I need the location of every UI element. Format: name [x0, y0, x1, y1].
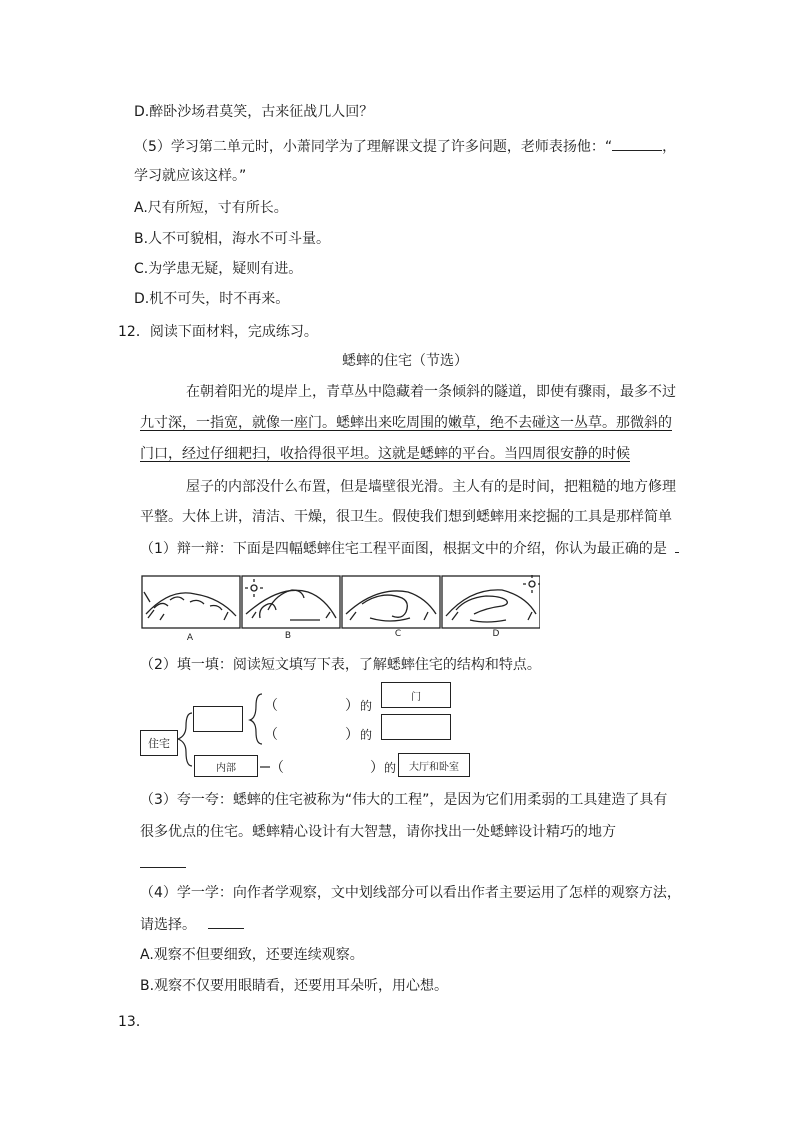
q11-5-option-c: C.为学患无疑，疑则有进。	[134, 261, 303, 277]
q12-4-stem-line2: 请选择。	[140, 914, 244, 935]
answer-blank[interactable]	[612, 136, 662, 151]
answer-blank[interactable]	[675, 538, 679, 553]
q12-stem: 12．阅读下面材料，完成练习。	[118, 324, 318, 340]
diagram-close-paren: ）	[345, 698, 359, 714]
q12-4-option-b: B.观察不仅要用眼睛看，还要用耳朵听，用心想。	[140, 978, 449, 994]
q11-5-stem-cont: 学习就应该这样。”	[134, 168, 247, 184]
cricket-house-plans-figure	[140, 574, 540, 644]
passage-p1-line2: 九寸深，一指宽，就像一座门。蟋蟀出来吃周围的嫩草，绝不去碰这一丛草。那微斜的	[140, 415, 672, 431]
q12-4-option-a: A.观察不但要细致，还要连续观察。	[140, 947, 364, 963]
q11-5-option-a: A.尺有所短，寸有所长。	[134, 200, 288, 216]
plan-label-b: B	[284, 631, 292, 641]
plan-label-d: D	[492, 629, 500, 639]
q12-1-stem: （1）辩一辩：下面是四幅蟋蟀住宅工程平面图，根据文中的介绍，你认为最正确的是	[140, 538, 679, 559]
q11-option-d: D.醉卧沙场君莫笑，古来征战几人回？	[134, 104, 374, 120]
answer-blank[interactable]	[208, 914, 244, 929]
diagram-root-box: 住宅	[140, 730, 178, 756]
q12-3-stem-line1: （3）夸一夸：蟋蟀的住宅被称为“伟大的工程”，是因为它们用柔弱的工具建造了具有	[140, 792, 668, 808]
passage-title: 蟋蟀的住宅（节选）	[342, 353, 468, 369]
passage-p1-line1: 在朝着阳光的堤岸上，青草丛中隐藏着一条倾斜的隧道，即使有骤雨，最多不过	[186, 384, 676, 400]
passage-p2-line1: 屋子的内部没什么布置，但是墙壁很光滑。主人有的是时间，把粗糙的地方修理	[186, 479, 676, 495]
plan-label-a: A	[186, 633, 194, 643]
q12-3-answer-row	[140, 853, 186, 874]
diagram-door-box: 门	[381, 682, 451, 708]
plan-label-c: C	[394, 629, 402, 639]
q13-stem: 13．	[118, 1014, 150, 1030]
q12-2-stem: （2）填一填：阅读短文填写下表，了解蟋蟀住宅的结构和特点。	[140, 657, 541, 673]
q12-4-stem-line1: （4）学一学：向作者学观察，文中划线部分可以看出作者主要运用了怎样的观察方法，	[140, 885, 681, 901]
answer-blank[interactable]	[140, 853, 186, 868]
q11-5-option-d: D.机不可失，时不再来。	[134, 291, 290, 307]
diagram-open-paren: （	[264, 727, 278, 743]
diagram-of-label: 的	[360, 699, 373, 713]
q11-5-stem: （5）学习第二单元时，小萧同学为了理解课文提了许多问题，老师表扬他：“ ，	[134, 136, 676, 157]
diagram-open-paren: （	[270, 760, 284, 776]
q11-5-option-b: B.人不可貌相，海水不可斗量。	[134, 231, 331, 247]
q12-3-stem-line2: 很多优点的住宅。蟋蟀精心设计有大智慧，请你找出一处蟋蟀设计精巧的地方	[140, 824, 616, 840]
diagram-open-paren: （	[264, 698, 278, 714]
diagram-blank-box[interactable]	[381, 714, 451, 740]
diagram-inner-box: 内部	[194, 755, 258, 777]
diagram-of-label: 的	[384, 761, 397, 775]
passage-p1-line3: 门口，经过仔细耙扫，收拾得很平坦。这就是蟋蟀的平台。当四周很安静的时候	[140, 446, 630, 462]
diagram-blank-box[interactable]	[193, 706, 243, 732]
passage-p2-line2: 平整。大体上讲，清洁、干燥，很卫生。假使我们想到蟋蟀用来挖掘的工具是那样简单	[140, 509, 672, 525]
diagram-close-paren: ）	[370, 760, 384, 776]
diagram-of-label: 的	[360, 728, 373, 742]
diagram-hall-box: 大厅和卧室	[398, 753, 470, 777]
diagram-close-paren: ）	[345, 727, 359, 743]
